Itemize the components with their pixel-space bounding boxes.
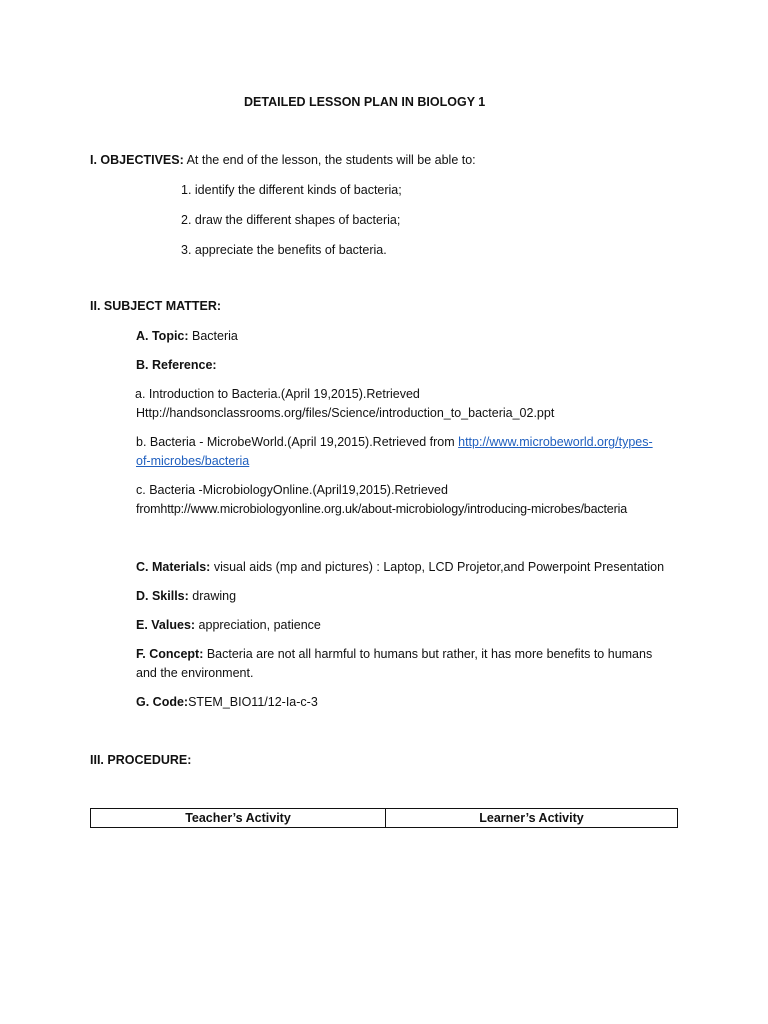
objectives-intro: At the end of the lesson, the students will be able to: <box>183 153 476 167</box>
reference-c-line-1: c. Bacteria -MicrobiologyOnline.(April19,2015).Retrieved <box>136 483 448 497</box>
materials-label: C. Materials: <box>136 560 211 574</box>
reference-a-line-2: Http://handsonclassrooms.org/files/Science/introduction_to_bacteria_02.ppt <box>136 406 555 420</box>
values-value: appreciation, patience <box>195 618 321 632</box>
procedure-table <box>90 808 678 828</box>
objective-item-2: 2. draw the different shapes of bacteria; <box>181 213 401 227</box>
reference-b-text: b. Bacteria - MicrobeWorld.(April 19,2015).Retrieved from <box>136 435 459 449</box>
objectives-heading <box>90 152 476 168</box>
microbeworld-link[interactable]: http://www.microbeworld.org/types- <box>458 435 653 449</box>
reference-label: B. Reference: <box>136 358 217 372</box>
teacher-activity-header: Teacher’s Activity <box>91 809 386 828</box>
topic-label: A. Topic: <box>136 329 189 343</box>
objective-item-1: 1. identify the different kinds of bacteria; <box>181 183 402 197</box>
learner-activity-header: Learner’s Activity <box>386 809 678 828</box>
values-label: E. Values: <box>136 618 196 632</box>
concept-label: F. Concept: <box>136 647 204 661</box>
objective-item-3: 3. appreciate the benefits of bacteria. <box>181 243 387 257</box>
reference-a-line-1: a. Introduction to Bacteria.(April 19,2015).Retrieved <box>135 387 420 401</box>
values-line <box>136 617 321 633</box>
microbeworld-link-continued[interactable]: of-microbes/bacteria <box>136 454 250 468</box>
procedure-table-header-row <box>91 809 678 828</box>
reference-b-line-1 <box>136 434 653 450</box>
skills-line <box>136 588 236 604</box>
topic-line <box>136 328 238 344</box>
concept-line-1 <box>136 646 652 662</box>
materials-value: visual aids (mp and pictures) : Laptop, LCD Projetor,and Powerpoint Presentation <box>210 560 665 574</box>
skills-value: drawing <box>188 589 237 603</box>
procedure-heading: III. PROCEDURE: <box>90 753 192 767</box>
code-line <box>136 694 318 710</box>
reference-c-line-2: fromhttp://www.microbiologyonline.org.uk/about-microbiology/introducing-microbes/bacteria <box>136 502 628 516</box>
concept-value: Bacteria are not all harmful to humans but rather, it has more benefits to humans <box>203 647 653 661</box>
code-label: G. Code: <box>136 695 189 709</box>
concept-line-2: and the environment. <box>136 666 254 680</box>
subject-matter-heading: II. SUBJECT MATTER: <box>90 299 222 313</box>
materials-line <box>136 559 664 575</box>
document-title: DETAILED LESSON PLAN IN BIOLOGY 1 <box>244 95 486 109</box>
code-value: STEM_BIO11/12-Ia-c-3 <box>188 695 318 709</box>
topic-value: Bacteria <box>188 329 238 343</box>
skills-label: D. Skills: <box>136 589 189 603</box>
objectives-label: I. OBJECTIVES: <box>90 153 184 167</box>
